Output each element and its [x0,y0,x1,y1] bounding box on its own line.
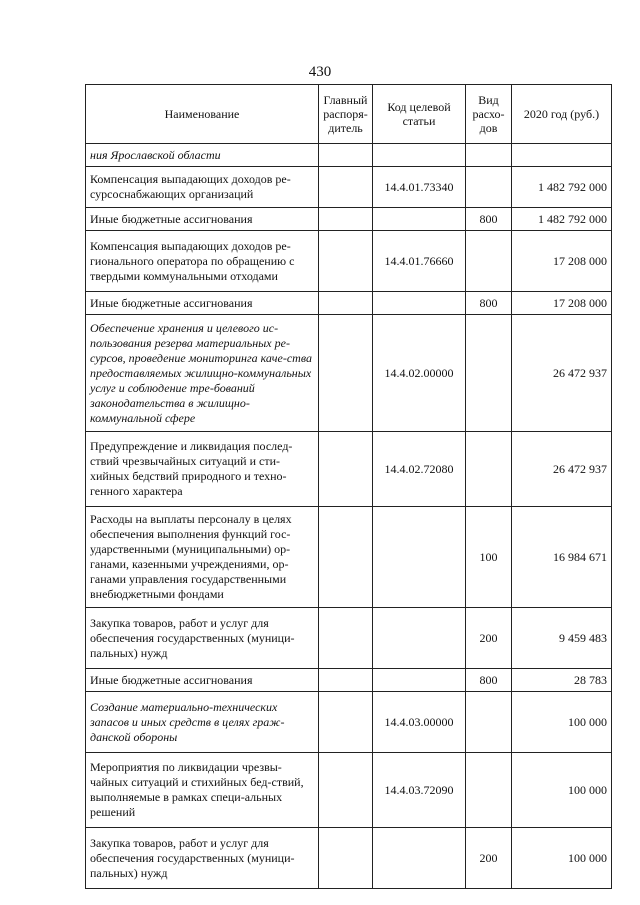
table-row [86,231,612,292]
row-name-cell: Иные бюджетные ассигнования [86,292,319,315]
row-code-cell [373,608,466,669]
row-code-cell: 14.4.01.73340 [373,167,466,208]
row-amount-cell: 1 482 792 000 [512,208,612,231]
row-type-cell: 800 [466,292,512,315]
row-code-cell: 14.4.03.72090 [373,753,466,828]
budget-table [85,84,612,889]
row-name-cell: Расходы на выплаты персоналу в целях обеспечения выполнения функций гос-ударственными (муниципальными) ор-ганами, казенными учреждениями, ор-ганами управления государственными внебюджетными фондами [86,507,319,608]
row-name-cell: Компенсация выпадающих доходов ре-сурсоснабжающих организаций [86,167,319,208]
table-row [86,669,612,692]
table-row [86,208,612,231]
row-admin-cell [319,828,373,889]
row-admin-cell [319,292,373,315]
row-amount-cell: 17 208 000 [512,231,612,292]
header-admin: Главный распоря-дитель [319,85,373,144]
row-code-cell [373,669,466,692]
table-row [86,315,612,432]
row-type-cell: 200 [466,608,512,669]
row-name-cell: Мероприятия по ликвидации чрезвы-чайных ситуаций и стихийных бед-ствий, выполняемые в рамках специ-альных решений [86,753,319,828]
row-type-cell [466,167,512,208]
row-code-cell [373,828,466,889]
row-code-cell [373,144,466,167]
header-code: Код целевой статьи [373,85,466,144]
table-row [86,828,612,889]
row-admin-cell [319,669,373,692]
row-amount-cell: 16 984 671 [512,507,612,608]
row-type-cell [466,432,512,507]
page-number: 430 [308,64,332,80]
row-amount-cell: 100 000 [512,753,612,828]
row-name-cell: Закупка товаров, работ и услуг для обеспечения государственных (муници-пальных) нужд [86,828,319,889]
row-name-cell: Закупка товаров, работ и услуг для обеспечения государственных (муници-пальных) нужд [86,608,319,669]
row-code-cell: 14.4.03.00000 [373,692,466,753]
row-code-cell [373,507,466,608]
row-admin-cell [319,753,373,828]
row-amount-cell [512,144,612,167]
row-amount-cell: 1 482 792 000 [512,167,612,208]
row-type-cell: 800 [466,208,512,231]
row-name-cell: Иные бюджетные ассигнования [86,669,319,692]
row-amount-cell: 100 000 [512,828,612,889]
table-body [86,144,612,889]
row-admin-cell [319,608,373,669]
row-type-cell [466,753,512,828]
row-admin-cell [319,144,373,167]
row-admin-cell [319,315,373,432]
row-type-cell: 800 [466,669,512,692]
row-code-cell: 14.4.02.00000 [373,315,466,432]
row-name-cell: Предупреждение и ликвидация послед-ствий чрезвычайных ситуаций и сти-хийных бедствий природного и техно-генного характера [86,432,319,507]
row-type-cell: 100 [466,507,512,608]
row-name-cell: Обеспечение хранения и целевого ис-пользования резерва материальных ре-сурсов, проведение мониторинга каче-ства предоставляемых жилищно-коммунальных услуг и соблюдение тре-бований законодательства в жилищно-коммунальной сфере [86,315,319,432]
table-row [86,292,612,315]
row-admin-cell [319,167,373,208]
row-name-cell: ния Ярославской области [86,144,319,167]
row-admin-cell [319,692,373,753]
row-admin-cell [319,432,373,507]
row-admin-cell [319,231,373,292]
table-row [86,753,612,828]
table-row [86,507,612,608]
row-amount-cell: 28 783 [512,669,612,692]
row-type-cell: 200 [466,828,512,889]
row-code-cell: 14.4.01.76660 [373,231,466,292]
table-row [86,432,612,507]
table-row [86,692,612,753]
row-name-cell: Создание материально-технических запасов и иных средств в целях граж-данской обороны [86,692,319,753]
row-type-cell [466,315,512,432]
row-name-cell: Иные бюджетные ассигнования [86,208,319,231]
row-name-cell: Компенсация выпадающих доходов ре-гионального оператора по обращению с твердыми коммунальными отходами [86,231,319,292]
table-row [86,608,612,669]
table-row [86,144,612,167]
header-amount: 2020 год (руб.) [512,85,612,144]
row-code-cell [373,208,466,231]
row-admin-cell [319,507,373,608]
row-type-cell [466,692,512,753]
row-code-cell [373,292,466,315]
row-amount-cell: 17 208 000 [512,292,612,315]
header-name: Наименование [86,85,319,144]
row-type-cell [466,231,512,292]
row-amount-cell: 26 472 937 [512,315,612,432]
row-type-cell [466,144,512,167]
row-amount-cell: 26 472 937 [512,432,612,507]
row-admin-cell [319,208,373,231]
header-row [86,85,612,144]
header-type: Вид расхо-дов [466,85,512,144]
table-row [86,167,612,208]
row-amount-cell: 9 459 483 [512,608,612,669]
row-amount-cell: 100 000 [512,692,612,753]
row-code-cell: 14.4.02.72080 [373,432,466,507]
